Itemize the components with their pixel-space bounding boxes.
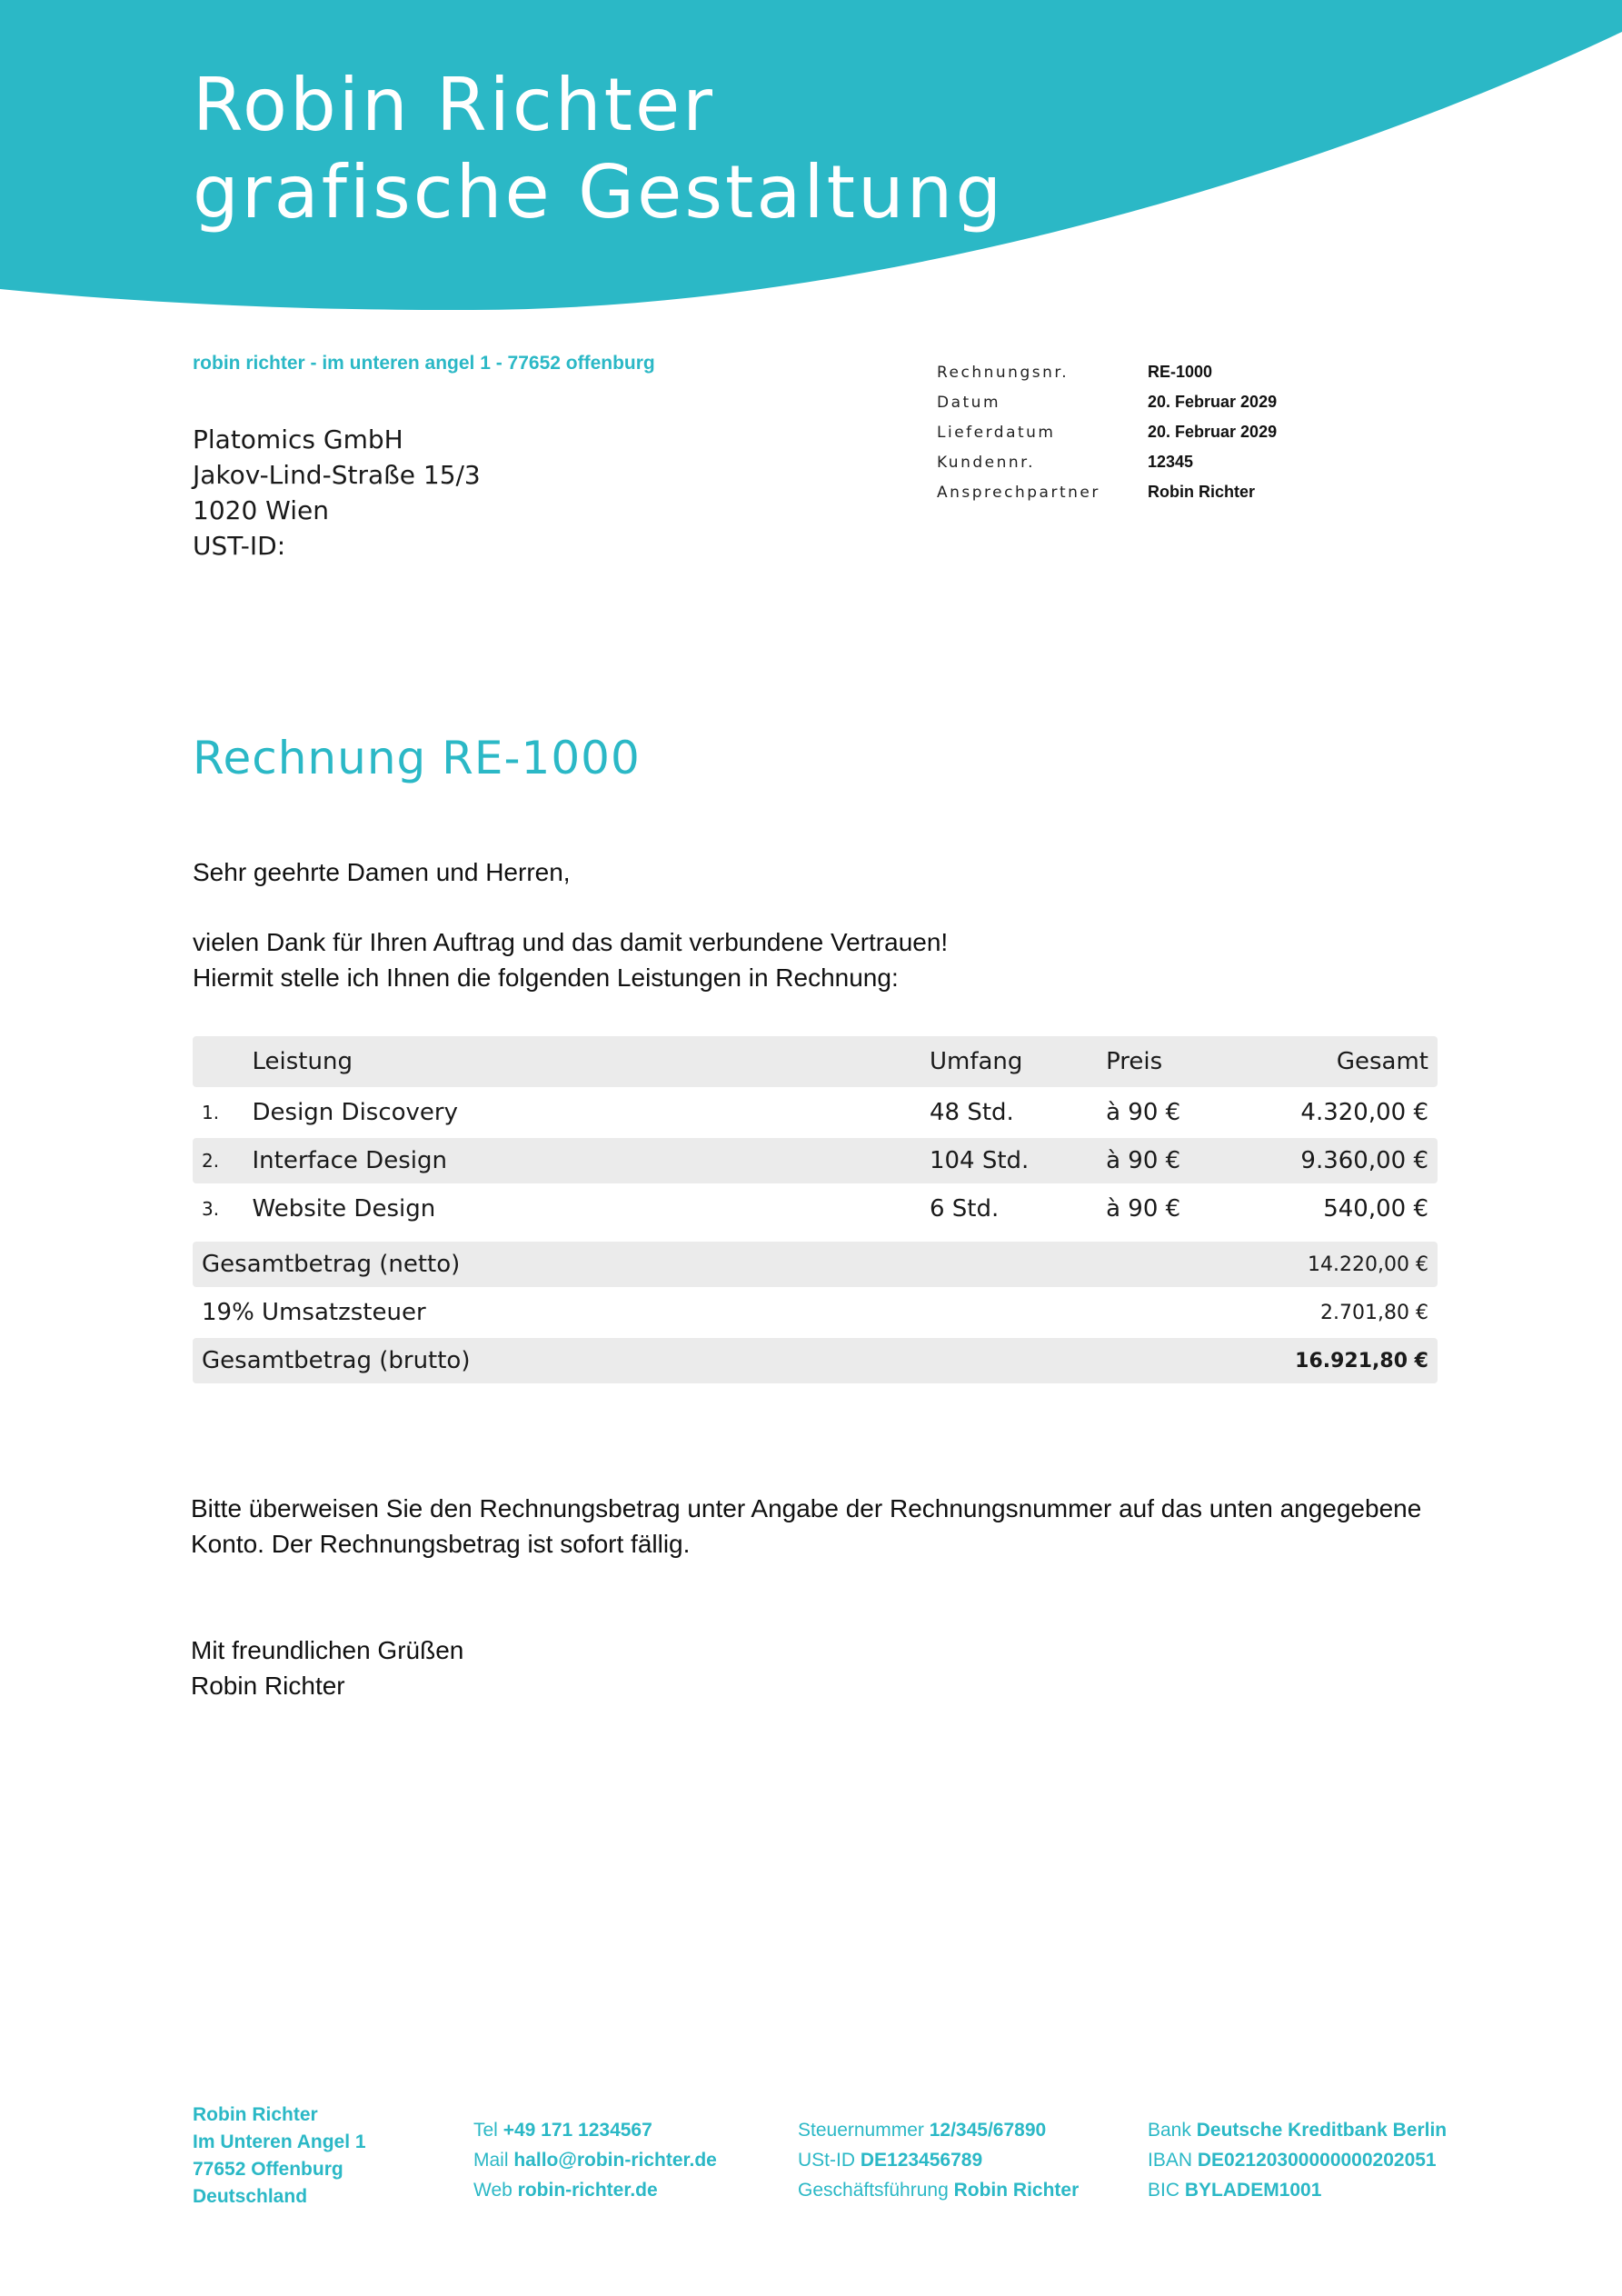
recipient-company: Platomics GmbH: [193, 424, 403, 454]
phone-link[interactable]: +49 171 1234567: [503, 2120, 652, 2141]
row-service: Interface Design: [244, 1138, 920, 1183]
website-link[interactable]: robin-richter.de: [517, 2180, 658, 2201]
footer-label: BIC: [1148, 2180, 1180, 2201]
gross-total-row: [193, 1338, 1438, 1383]
meta-row: [937, 387, 1277, 417]
net-total-value: 14.220,00 €: [1259, 1242, 1438, 1287]
meta-row: [937, 447, 1277, 477]
meta-value: Robin Richter: [1148, 483, 1256, 501]
footer-address: [193, 2101, 366, 2211]
invoice-meta: [937, 357, 1277, 507]
table-header-service: Leistung: [244, 1036, 920, 1087]
net-total-label: Gesamtbetrag (netto): [193, 1242, 1259, 1287]
meta-row: [937, 417, 1277, 447]
table-header-total: Gesamt: [1259, 1036, 1438, 1087]
table-row: [193, 1183, 1438, 1234]
row-price: à 90 €: [1106, 1099, 1181, 1126]
meta-value: 12345: [1148, 453, 1194, 471]
footer-label: Bank: [1148, 2120, 1191, 2141]
recipient-street: Jakov-Lind-Straße 15/3: [193, 460, 481, 490]
gross-total-label: Gesamtbetrag (brutto): [193, 1338, 1259, 1383]
row-total: 9.360,00 €: [1259, 1138, 1438, 1183]
row-number: 3.: [202, 1198, 220, 1220]
recipient-address: [193, 422, 481, 564]
footer-value: 12/345/67890: [929, 2120, 1047, 2141]
footer-value: DE02120300000000202051: [1197, 2150, 1437, 2171]
intro-line: Hiermit stelle ich Ihnen die folgenden Leistungen in Rechnung:: [193, 963, 899, 992]
meta-label: Rechnungsnr.: [937, 363, 1070, 382]
salutation: Sehr geehrte Damen und Herren,: [193, 858, 571, 886]
meta-label: Ansprechpartner: [937, 483, 1100, 502]
footer-value: DE123456789: [860, 2150, 983, 2171]
footer-value: BYLADEM1001: [1184, 2180, 1322, 2201]
table-row: [193, 1138, 1438, 1183]
gross-total-value: 16.921,80 €: [1259, 1338, 1438, 1383]
table-header-num: [193, 1036, 244, 1087]
footer-label: Steuernummer: [798, 2120, 924, 2141]
footer-label: Web: [473, 2180, 512, 2201]
footer-label: Geschäftsführung: [798, 2180, 949, 2201]
row-amount: 104 Std.: [920, 1138, 1097, 1183]
intro-line: vielen Dank für Ihren Auftrag und das damit verbundene Vertrauen!: [193, 928, 949, 956]
footer-address-line: 77652 Offenburg: [193, 2159, 343, 2180]
meta-value: 20. Februar 2029: [1148, 393, 1278, 411]
row-total: 540,00 €: [1323, 1195, 1428, 1223]
footer-label: USt-ID: [798, 2150, 855, 2171]
footer-contact: [473, 2115, 717, 2205]
row-service: Design Discovery: [252, 1099, 458, 1126]
meta-row: [937, 477, 1277, 507]
payment-note: [191, 1491, 1421, 1562]
meta-label: Datum: [937, 393, 1001, 412]
invoice-title: Rechnung RE-1000: [193, 732, 641, 784]
email-link[interactable]: hallo@robin-richter.de: [513, 2150, 717, 2171]
invoice-items-table: [193, 1036, 1438, 1383]
meta-label: Kundennr.: [937, 453, 1035, 472]
row-total: 4.320,00 €: [1300, 1099, 1428, 1126]
row-price: à 90 €: [1106, 1195, 1181, 1223]
vat-value: 2.701,80 €: [1320, 1301, 1428, 1324]
footer-bank: [1148, 2115, 1447, 2205]
table-spacer: [193, 1234, 1438, 1242]
footer-address-line: Deutschland: [193, 2186, 308, 2207]
footer-label: Mail: [473, 2150, 509, 2171]
footer-value: Robin Richter: [953, 2180, 1080, 2201]
vat-row: [193, 1287, 1438, 1338]
row-number: 2.: [193, 1138, 244, 1183]
meta-value: RE-1000: [1148, 363, 1213, 381]
meta-label: Lieferdatum: [937, 423, 1056, 442]
sender-address-line: robin richter - im unteren angel 1 - 77652 offenburg: [193, 353, 655, 374]
footer-value: Deutsche Kreditbank Berlin: [1196, 2120, 1448, 2141]
closing-greeting: Mit freundlichen Grüßen: [191, 1636, 464, 1664]
footer-address-line: Robin Richter: [193, 2104, 318, 2125]
row-price: à 90 €: [1097, 1138, 1259, 1183]
row-number: 1.: [202, 1102, 220, 1123]
header-name: Robin Richter: [193, 63, 716, 147]
meta-row: [937, 357, 1277, 387]
closing-name: Robin Richter: [191, 1672, 345, 1700]
header-subtitle: grafische Gestaltung: [193, 150, 1005, 235]
payment-note-line: Konto. Der Rechnungsbetrag ist sofort fällig.: [191, 1530, 691, 1558]
table-header-price: Preis: [1097, 1036, 1259, 1087]
footer-label: IBAN: [1148, 2150, 1193, 2171]
payment-note-line: Bitte überweisen Sie den Rechnungsbetrag unter Angabe der Rechnungsnummer auf das unten angegebene: [191, 1494, 1422, 1522]
row-amount: 48 Std.: [929, 1099, 1014, 1126]
recipient-city: 1020 Wien: [193, 495, 329, 525]
intro-text: [193, 924, 948, 995]
footer-label: Tel: [473, 2120, 498, 2141]
footer-tax: [798, 2115, 1079, 2205]
table-header-row: [193, 1036, 1438, 1087]
row-amount: 6 Std.: [929, 1195, 1000, 1223]
net-total-row: [193, 1242, 1438, 1287]
meta-value: 20. Februar 2029: [1148, 423, 1278, 441]
row-service: Website Design: [252, 1195, 436, 1223]
footer-address-line: Im Unteren Angel 1: [193, 2131, 366, 2152]
recipient-ust-id: UST-ID:: [193, 531, 286, 561]
table-row: [193, 1087, 1438, 1138]
vat-label: 19% Umsatzsteuer: [202, 1299, 426, 1326]
table-header-amount: Umfang: [920, 1036, 1097, 1087]
closing: [191, 1632, 463, 1703]
